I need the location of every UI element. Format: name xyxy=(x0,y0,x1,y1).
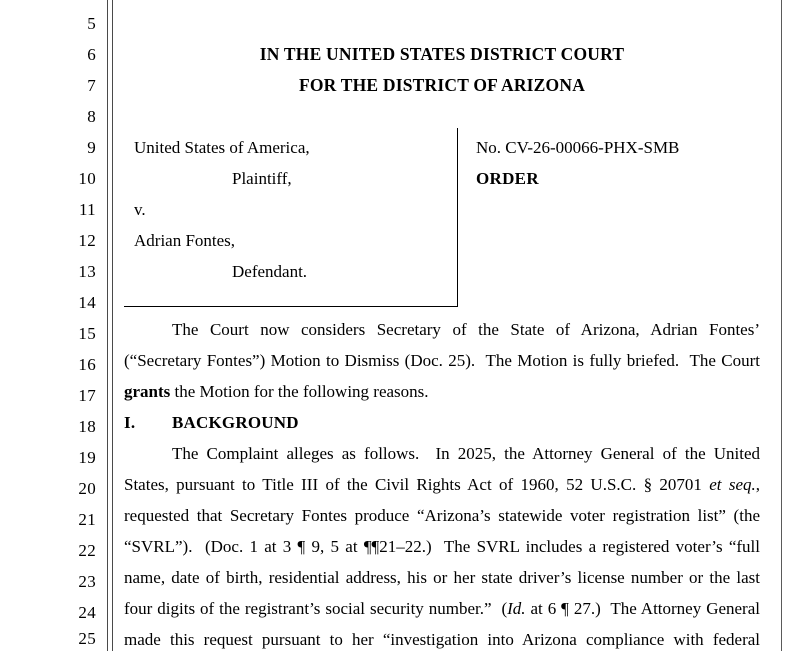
line-number: 6 xyxy=(87,45,96,64)
line-number: 14 xyxy=(78,293,96,312)
background-line-21: requested that Secretary Fontes produce “Arizona’s statewide voter registration list” (the xyxy=(124,506,760,525)
right-margin-rule xyxy=(781,0,782,651)
section-title: BACKGROUND xyxy=(172,413,299,432)
background-line-24 xyxy=(124,599,760,619)
line-number: 17 xyxy=(78,386,96,405)
line-number: 7 xyxy=(87,76,96,95)
grants-emphasis: grants xyxy=(124,382,171,401)
line-number: 12 xyxy=(78,231,96,250)
versus-label: v. xyxy=(134,200,146,219)
line-number: 5 xyxy=(87,14,96,33)
line-number: 22 xyxy=(78,541,96,560)
background-line-19: The Complaint alleges as follows. In 2025, the Attorney General of the United xyxy=(172,444,760,463)
case-number: No. CV-26-00066-PHX-SMB xyxy=(476,138,680,157)
line-number: 23 xyxy=(78,572,96,591)
line-number: 16 xyxy=(78,355,96,374)
background-line-24-b: at 6 ¶ 27.) The Attorney General xyxy=(525,599,760,618)
line-number: 20 xyxy=(78,479,96,498)
plaintiff-name: United States of America, xyxy=(134,138,310,157)
line-number: 8 xyxy=(87,107,96,126)
intro-line-17-rest: the Motion for the following reasons. xyxy=(170,382,429,401)
et-seq-italic: et seq. xyxy=(709,475,756,494)
line-number: 21 xyxy=(78,510,96,529)
line-number: 10 xyxy=(78,169,96,188)
intro-line-16: (“Secretary Fontes”) Motion to Dismiss (Doc. 25). The Motion is fully briefed. The Court xyxy=(124,351,760,370)
line-number: 18 xyxy=(78,417,96,436)
left-margin-rule-outer xyxy=(107,0,108,651)
court-heading-line-1: IN THE UNITED STATES DISTRICT COURT xyxy=(259,44,625,64)
section-numeral: I. xyxy=(124,413,136,432)
line-number: 15 xyxy=(78,324,96,343)
background-line-25: made this request pursuant to her “investigation into Arizona compliance with federal xyxy=(124,630,760,649)
line-number: 24 xyxy=(78,603,96,622)
background-line-20-a: States, pursuant to Title III of the Civil Rights Act of 1960, 52 U.S.C. § 20701 xyxy=(124,475,710,494)
background-line-20-b: , xyxy=(755,475,760,494)
intro-line-17 xyxy=(124,382,760,402)
id-citation-italic: Id. xyxy=(507,599,526,618)
plaintiff-role: Plaintiff, xyxy=(232,169,292,188)
defendant-name: Adrian Fontes, xyxy=(134,231,236,250)
document-content xyxy=(124,0,760,651)
line-number: 19 xyxy=(78,448,96,467)
court-heading-line-2: FOR THE DISTRICT OF ARIZONA xyxy=(298,75,586,95)
background-line-20 xyxy=(124,475,760,495)
order-title: ORDER xyxy=(476,169,539,188)
line-number: 25 xyxy=(78,629,96,648)
defendant-role: Defendant. xyxy=(232,262,308,281)
line-number: 13 xyxy=(78,262,96,281)
caption-box xyxy=(124,128,458,307)
intro-line-15: The Court now considers Secretary of the State of Arizona, Adrian Fontes’ xyxy=(172,320,760,339)
left-margin-rule-inner xyxy=(112,0,113,651)
section-heading-background xyxy=(124,413,760,433)
line-number: 9 xyxy=(87,138,96,157)
background-line-24-a: four digits of the registrant’s social security number.” ( xyxy=(124,599,508,618)
background-line-22: “SVRL”). (Doc. 1 at 3 ¶ 9, 5 at ¶¶21–22.) The SVRL includes a registered voter’s “full xyxy=(124,537,760,556)
background-line-23: name, date of birth, residential address, his or her state driver’s license number or the last xyxy=(124,568,760,587)
line-number-gutter xyxy=(0,0,100,651)
line-number: 11 xyxy=(79,200,96,219)
